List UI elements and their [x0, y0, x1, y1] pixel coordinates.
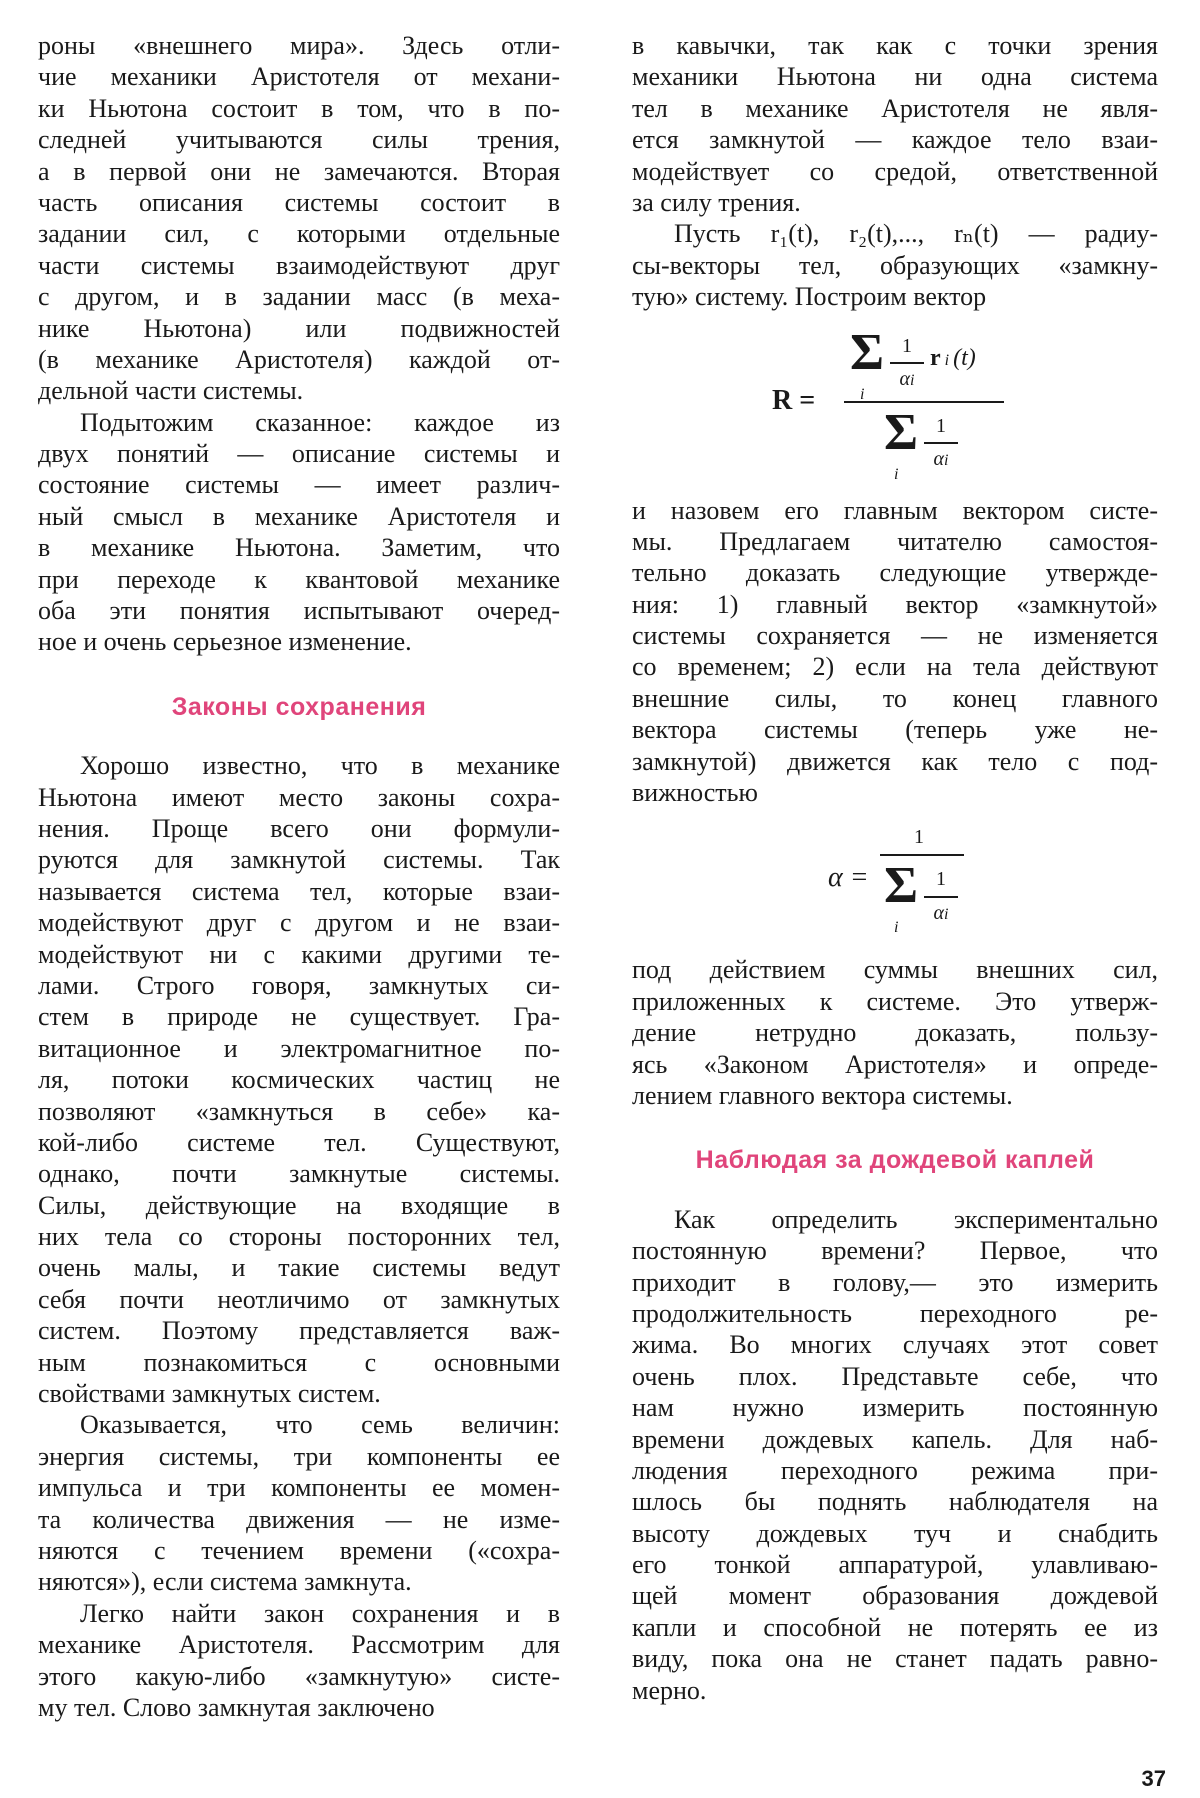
text-line: щей момент образования дождевой — [632, 1581, 1158, 1611]
formula-lhs: α = — [828, 862, 869, 894]
text-line: продолжительность переходного ре- — [632, 1298, 1158, 1328]
text-line: витационное и электромагнитное по- — [38, 1033, 560, 1063]
text-line: ный смысл в механике Аристотеля и — [38, 501, 560, 531]
text-line: называется система тел, которые взаи- — [38, 876, 560, 906]
section-heading: Наблюдая за дождевой каплей — [695, 1146, 1095, 1175]
text-line: под действием суммы внешних сил, — [632, 955, 1158, 985]
formula-numerator: 1 — [914, 826, 924, 849]
text-line: вижностью — [632, 778, 758, 808]
text-line: внешние силы, то конец главного — [632, 683, 1158, 713]
text-line: ля, потоки космических частиц не — [38, 1065, 560, 1095]
text-line: них тела со стороны посторонних тел, — [38, 1222, 560, 1252]
text-line: ясь «Законом Аристотеля» и опреде- — [632, 1049, 1158, 1079]
paragraph — [632, 1204, 1158, 1706]
paragraph — [632, 218, 1158, 312]
text-line: энергия системы, три компоненты ее — [38, 1441, 560, 1471]
text-line: очень плох. Представьте себе, что — [632, 1361, 1158, 1391]
text-line: времени дождевых капель. Для наб- — [632, 1424, 1158, 1454]
text-line: приходит в голову,— это измерить — [632, 1267, 1158, 1297]
text-line: при переходе к квантовой механике — [38, 564, 560, 594]
formula-lhs: R = — [772, 384, 816, 416]
text-line: няются»), если система замкнута. — [38, 1567, 412, 1597]
text-line: в механике Ньютона. Заметим, что — [38, 533, 560, 563]
inner-fraction: 1 αi — [890, 331, 924, 397]
formula-denominator: Σ i 1 αi — [884, 407, 984, 459]
text-line: Оказывается, что семь величин: — [80, 1410, 560, 1440]
text-line: роны «внешнего мира». Здесь отли- — [38, 31, 560, 60]
text-line: двух понятий — описание системы и — [38, 439, 560, 469]
text-line: Пусть r₁(t), r₂(t),..., rₙ(t) — радиу- — [674, 219, 1158, 249]
text-line: сы-векторы тел, образующих «замкну- — [632, 250, 1158, 280]
text-line: задании сил, с которыми отдельные — [38, 219, 560, 249]
text-line: чие механики Аристотеля от механи- — [38, 62, 560, 92]
section-heading: Законы сохранения — [171, 692, 427, 721]
text-line: с другом, и в задании масс (в меха- — [38, 282, 560, 312]
text-line: вектора системы (теперь уже не- — [632, 715, 1158, 745]
text-line: капли и способной не потерять ее из — [632, 1612, 1158, 1642]
paragraph — [38, 1409, 560, 1597]
text-line: тел в механике Аристотеля не явля- — [632, 93, 1158, 123]
text-line: Хорошо известно, что в механике — [80, 751, 560, 781]
text-line: приложенных к системе. Это утверж- — [632, 986, 1158, 1016]
paragraph — [38, 407, 560, 658]
text-line: та количества движения — не изме- — [38, 1504, 560, 1534]
formula-main-vector — [632, 323, 1158, 495]
text-line: шлось бы поднять наблюдателя на — [632, 1487, 1158, 1517]
text-line: стем в природе не существует. Гра- — [38, 1002, 560, 1032]
left-column — [38, 30, 560, 1723]
text-line: няются с течением времени («сохра- — [38, 1535, 560, 1565]
text-line: замкнутой) движется как тело с под- — [632, 746, 1158, 776]
text-line: постоянную времени? Первое, что — [632, 1236, 1158, 1266]
text-line: очень малы, и такие системы ведут — [38, 1253, 560, 1283]
text-line: оба эти понятия испытывают очеред- — [38, 596, 560, 626]
text-line: за силу трения. — [632, 187, 801, 217]
text-line: свойствами замкнутых систем. — [38, 1379, 381, 1409]
text-line: руются для замкнутой системы. Так — [38, 845, 560, 875]
sum-symbol: Σ — [850, 323, 884, 381]
text-line: нения. Проще всего они формули- — [38, 814, 560, 843]
text-line: (в механике Аристотеля) каждой от- — [38, 344, 560, 374]
text-line: модействуют ни с какими другими те- — [38, 939, 560, 969]
text-line: ния: 1) главный вектор «замкнутой» — [632, 589, 1158, 619]
text-line: ным познакомиться с основными — [38, 1347, 560, 1377]
text-line: лами. Строго говоря, замкнутых си- — [38, 970, 560, 1000]
text-line: тельно доказать следующие утвержде- — [632, 558, 1158, 588]
formula-denominator: Σ i 1 αi — [884, 860, 974, 912]
text-line: а в первой они не замечаются. Вторая — [38, 156, 560, 186]
text-line: лением главного вектора системы. — [632, 1080, 1013, 1110]
paragraph — [38, 750, 560, 1409]
formula-numerator — [850, 323, 1000, 403]
text-line: и назовем его главным вектором систе- — [632, 495, 1158, 525]
text-line: однако, почти замкнутые системы. — [38, 1159, 560, 1189]
text-line: дельной части системы. — [38, 376, 304, 406]
text-line: ется замкнутой — каждое тело взаи- — [632, 125, 1158, 155]
text-line: со временем; 2) если на тела действуют — [632, 652, 1158, 682]
text-line: высоту дождевых туч и снабдить — [632, 1518, 1158, 1548]
fraction-bar — [844, 401, 1004, 403]
text-line: части системы взаимодействуют друг — [38, 250, 560, 280]
text-line: нике Ньютона) или подвижностей — [38, 313, 560, 343]
text-line: следней учитываются силы трения, — [38, 125, 560, 155]
page-number: 37 — [1141, 1766, 1166, 1791]
sum-index: i — [860, 385, 865, 403]
text-line: Ньютона имеют место законы сохра- — [38, 782, 560, 812]
text-line: нам нужно измерить постоянную — [632, 1393, 1158, 1423]
text-line: в кавычки, так как с точки зрения — [632, 31, 1158, 60]
text-line: Подытожим сказанное: каждое из — [80, 407, 560, 437]
text-line: ное и очень серьезное изменение. — [38, 627, 412, 657]
text-line: позволяют «замкнуться в себе» ка- — [38, 1096, 560, 1126]
text-line: модействуют друг с другом и не взаи- — [38, 908, 560, 938]
right-column — [632, 30, 1158, 1706]
text-line: мерно. — [632, 1675, 707, 1705]
fraction-bar — [880, 854, 964, 856]
text-line: тую» систему. Построим вектор — [632, 282, 987, 312]
text-line: Как определить экспериментально — [674, 1204, 1158, 1234]
text-line: этого какую-либо «замкнутую» систе- — [38, 1661, 560, 1691]
text-line: кой-либо системе тел. Существуют, — [38, 1127, 560, 1157]
text-line: Легко найти закон сохранения и в — [80, 1598, 560, 1628]
text-line: системы сохраняется — не изменяется — [632, 621, 1158, 651]
paragraph — [38, 30, 560, 407]
text-line: состояние системы — имеет различ- — [38, 470, 560, 500]
text-line: модействует со средой, ответственной — [632, 156, 1158, 186]
text-line: систем. Поэтому представляется важ- — [38, 1316, 560, 1346]
text-line: людения переходного режима при- — [632, 1455, 1158, 1485]
text-line: ки Ньютона состоит в том, что в по- — [38, 93, 560, 123]
paragraph — [632, 495, 1158, 809]
text-line: механики Ньютона ни одна система — [632, 62, 1158, 92]
text-line: дение нетрудно доказать, пользу- — [632, 1018, 1158, 1048]
paragraph — [632, 30, 1158, 218]
r-term: r i (t) — [930, 344, 976, 371]
text-line: себя почти неотличимо от замкнутых — [38, 1284, 560, 1314]
text-line: его тонкой аппаратурой, улавливаю- — [632, 1550, 1158, 1580]
text-line: мы. Предлагаем читателю самостоя- — [632, 526, 1158, 556]
paragraph — [632, 954, 1158, 1111]
formula-mobility — [632, 816, 1158, 954]
text-line: Силы, действующие на входящие в — [38, 1190, 560, 1220]
text-line: виду, пока она не станет падать равно- — [632, 1644, 1158, 1674]
text-line: жима. Во многих случаях этот совет — [632, 1330, 1158, 1360]
text-line: му тел. Слово замкнутая заключено — [38, 1692, 435, 1722]
paragraph — [38, 1598, 560, 1724]
text-line: импульса и три компоненты ее момен- — [38, 1473, 560, 1503]
text-line: часть описания системы состоит в — [38, 187, 560, 217]
text-line: механике Аристотеля. Рассмотрим для — [38, 1630, 560, 1660]
